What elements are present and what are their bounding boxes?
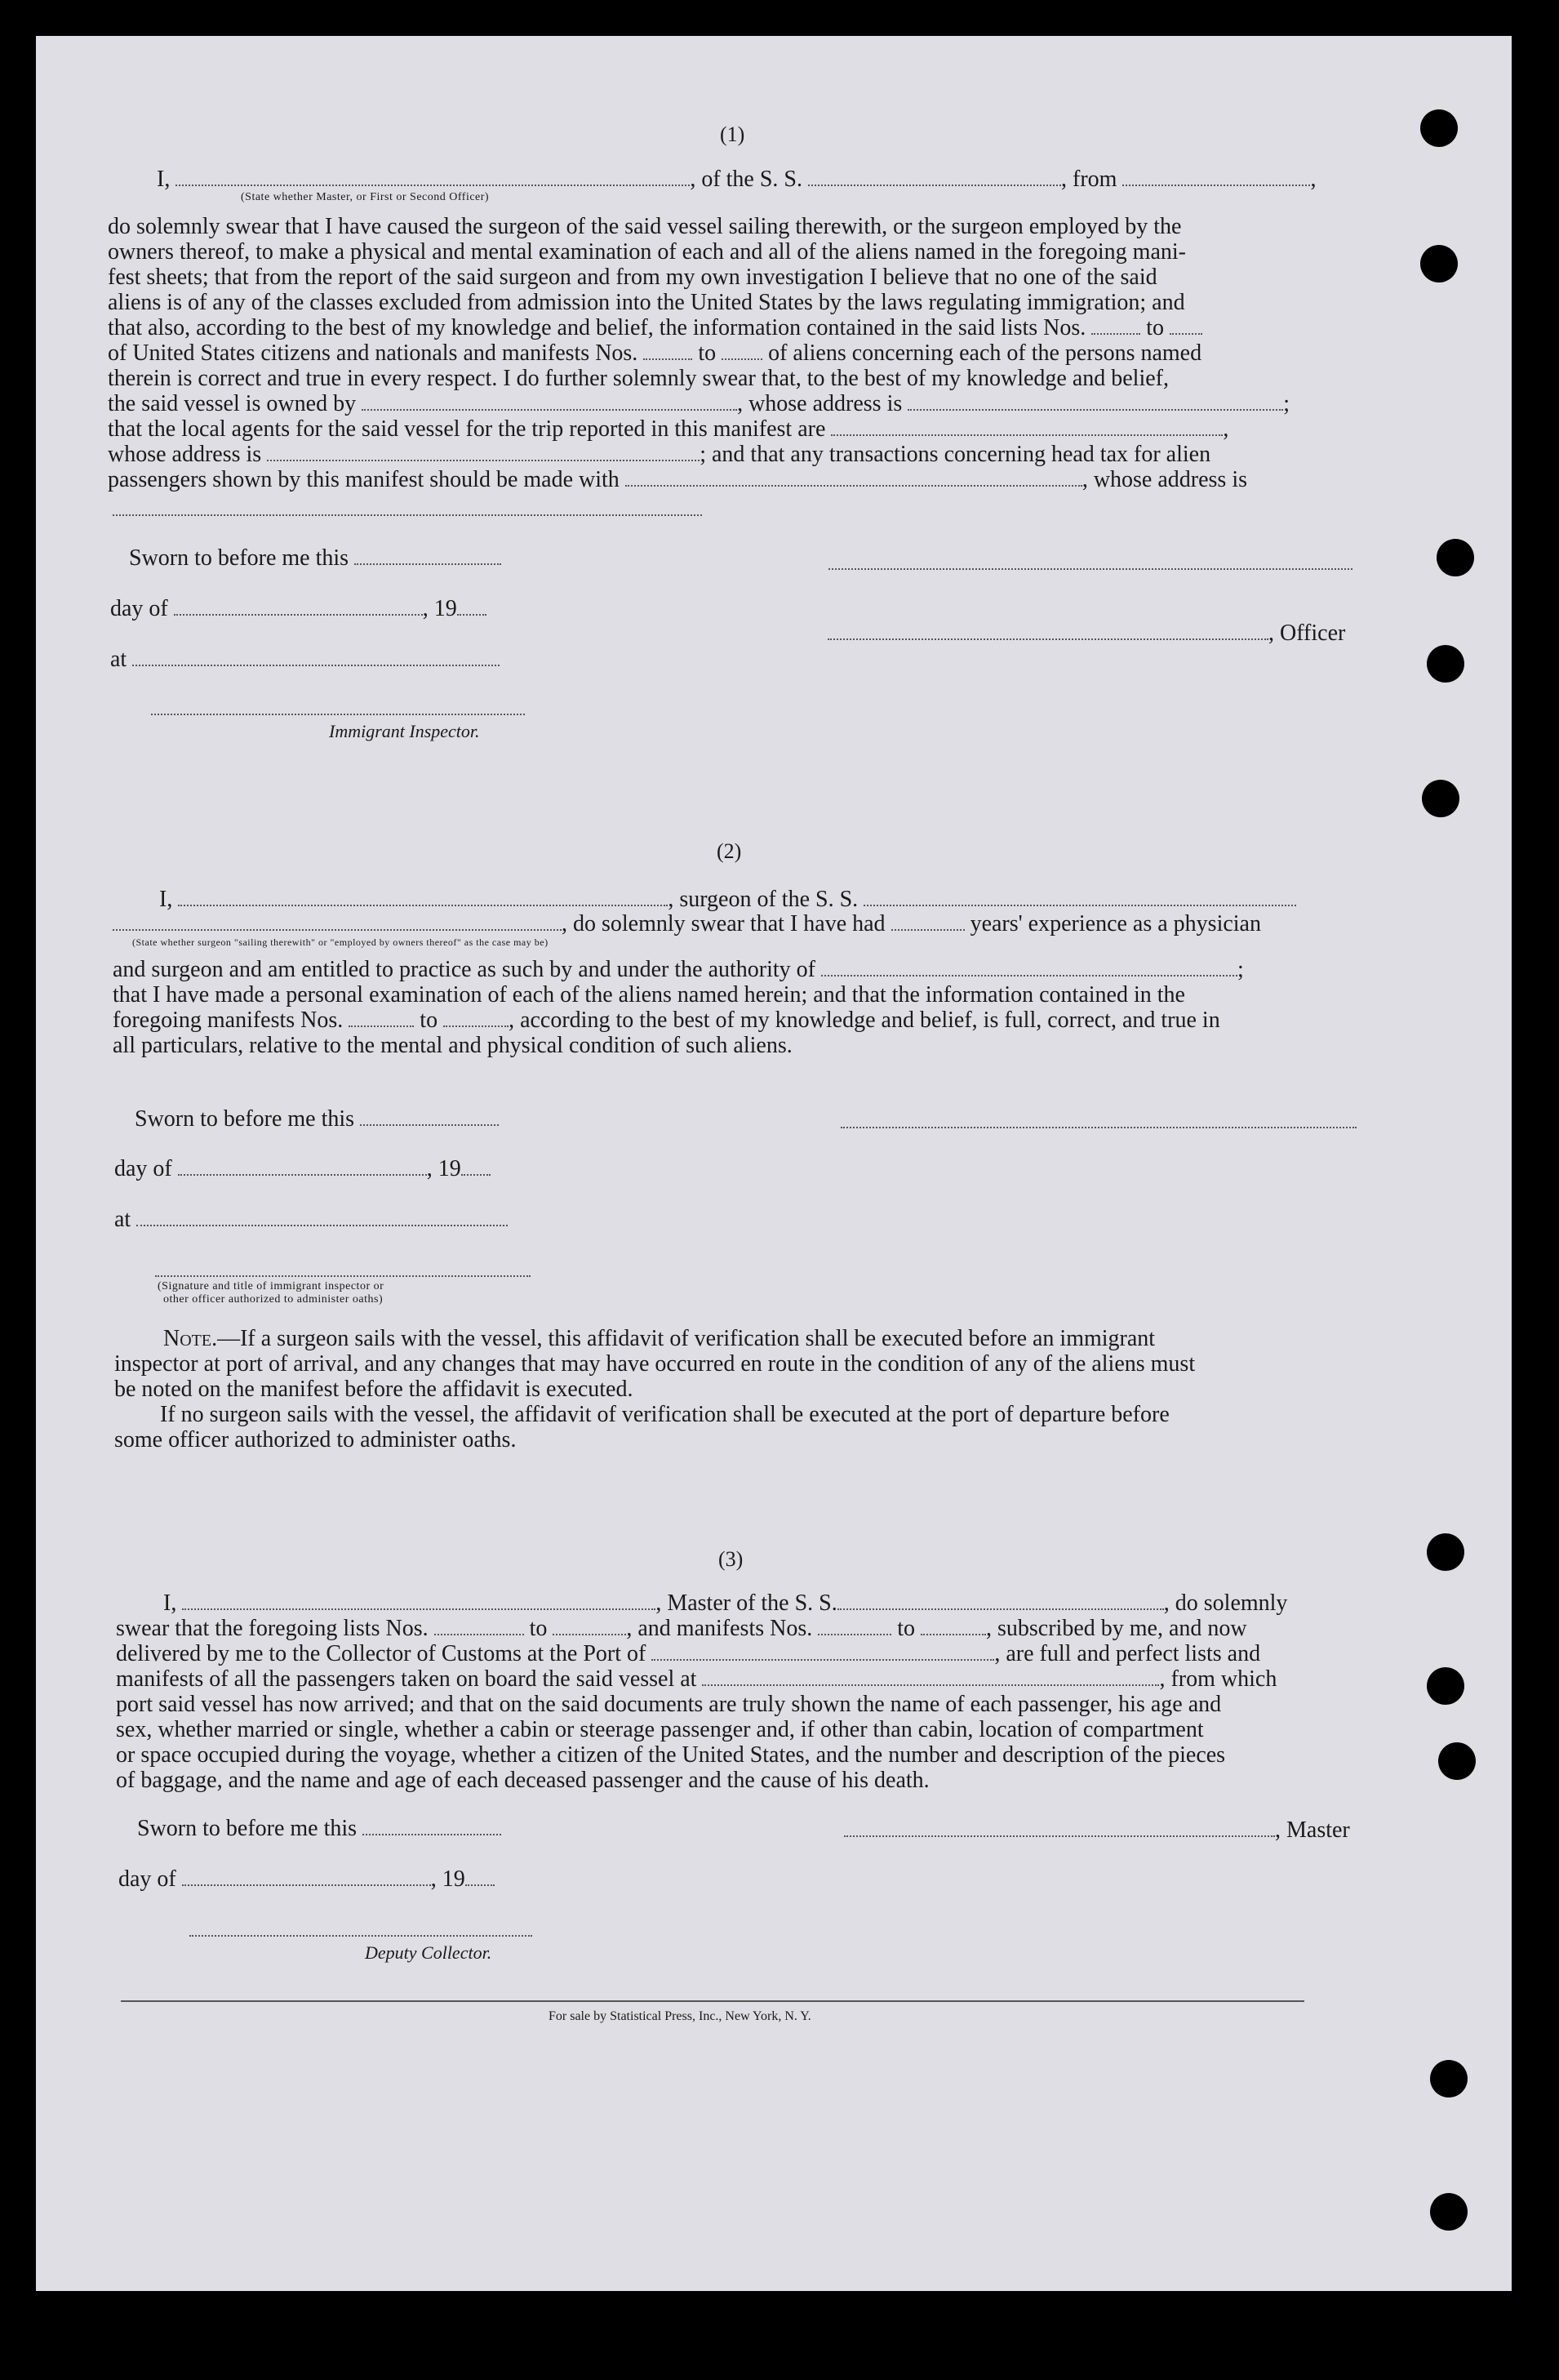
punch-hole (1427, 1533, 1464, 1571)
lists-to-field[interactable] (1170, 315, 1202, 335)
s3-year-field[interactable] (465, 1866, 495, 1886)
s2-surgeon-signature-field[interactable] (841, 1127, 1357, 1128)
note-line: some officer authorized to administer oaths. (114, 1427, 517, 1452)
s1-officer-line: , Officer (828, 621, 1345, 647)
master-name-field[interactable] (182, 1590, 655, 1610)
surgeon-name-field[interactable] (178, 887, 668, 906)
master-signature-field[interactable] (844, 1817, 1275, 1837)
s1-para-line: therein is correct and true in every respect. I do further solemnly swear that, to the best of my knowledge and belief, (108, 366, 1169, 391)
s1-line-1: I, , of the S. S. , from , (157, 167, 1317, 192)
s3-line-1: I, , Master of the S. S. , do solemnly (163, 1590, 1288, 1616)
note-line: inspector at port of arrival, and any changes that may have occurred en route in the condition of any of the aliens must (114, 1351, 1196, 1377)
punch-hole (1430, 2193, 1468, 2231)
s2-manifests-from-field[interactable] (349, 1008, 414, 1027)
s1-officer-title-field[interactable] (828, 621, 1268, 640)
s3-para-line: port said vessel has now arrived; and that on the said documents are truly shown the name of each passenger, his age and (116, 1692, 1222, 1717)
surgeon-status-field[interactable] (113, 911, 562, 931)
deputy-collector-label: Deputy Collector. (365, 1942, 492, 1963)
s3-sworn-date-field[interactable] (362, 1816, 501, 1835)
officer-note: (State whether Master, or First or Second Officer) (241, 191, 490, 203)
punch-hole (1438, 1742, 1476, 1780)
head-tax-party-field[interactable] (625, 467, 1082, 487)
port-of-arrival-field[interactable] (651, 1641, 994, 1661)
s1-day-of: day of , 19 (110, 596, 486, 622)
s3-para-line: sex, whether married or single, whether a cabin or steerage passenger and, if other than cabin, location of compartment (116, 1717, 1204, 1742)
s2-para-line: all particulars, relative to the mental and physical condition of such aliens. (113, 1033, 793, 1058)
footer-rule (121, 2000, 1304, 2002)
s1-para-line: whose address is ; and that any transactions concerning head tax for alien (108, 442, 1211, 467)
punch-hole (1422, 780, 1459, 817)
s3-para-line: delivered by me to the Collector of Customs at the Port of , are full and perfect lists and (116, 1641, 1261, 1666)
port-from-field[interactable] (1122, 167, 1310, 186)
note-line: Note.—If a surgeon sails with the vessel, this affidavit of verification shall be executed before an immigrant (163, 1326, 1156, 1351)
s1-officer-signature-field[interactable] (828, 568, 1352, 570)
s2-manifests-to-field[interactable] (443, 1008, 509, 1027)
s3-para-line: of baggage, and the name and age of each deceased passenger and the cause of his death. (116, 1768, 930, 1793)
s1-month-field[interactable] (174, 596, 423, 616)
punch-hole (1420, 109, 1458, 147)
officer-rank-field[interactable] (175, 167, 690, 186)
punch-hole (1437, 539, 1474, 576)
s3-month-field[interactable] (182, 1866, 431, 1886)
s2-sworn: Sworn to before me this (135, 1106, 499, 1132)
s1-para-line: the said vessel is owned by , whose address is ; (108, 391, 1290, 416)
s3-para-line: swear that the foregoing lists Nos. to , and manifests Nos. to , subscribed by me, and now (116, 1616, 1247, 1641)
s1-para-line: aliens is of any of the classes excluded from admission into the United States by the laws regulating immigration; and (108, 290, 1185, 315)
s2-at: at (114, 1207, 508, 1233)
port-of-embarkation-field[interactable] (702, 1666, 1159, 1686)
s1-inspector-signature-field[interactable] (151, 714, 525, 715)
s3-master-line: , Master (844, 1817, 1350, 1844)
signature-caption: other officer authorized to administer oaths) (163, 1293, 384, 1306)
s1-sworn: Sworn to before me this (129, 545, 501, 572)
s1-at: at (110, 647, 500, 673)
s2-month-field[interactable] (178, 1156, 427, 1176)
punch-hole (1427, 645, 1464, 683)
s3-manifests-to-field[interactable] (921, 1616, 986, 1635)
s1-para-line: of United States citizens and nationals and manifests Nos. to of aliens concerning each of the persons named (108, 340, 1202, 366)
signature-caption: (Signature and title of immigrant inspector or (158, 1280, 384, 1292)
authority-field[interactable] (821, 957, 1237, 976)
s2-para-line: and surgeon and am entitled to practice as such by and under the authority of ; (113, 957, 1244, 982)
s1-year-field[interactable] (457, 596, 486, 616)
s1-para-line: fest sheets; that from the report of the said surgeon and from my own investigation I believe that no one of the said (108, 265, 1157, 290)
collector-signature-field[interactable] (189, 1935, 532, 1937)
s3-lists-to-field[interactable] (553, 1616, 626, 1635)
s2-sworn-date-field[interactable] (360, 1106, 499, 1126)
owner-address-field[interactable] (908, 391, 1283, 411)
s3-manifests-from-field[interactable] (818, 1616, 891, 1635)
surgeon-status-note: (State whether surgeon "sailing therewith" or "employed by owners thereof" as the case may be) (132, 936, 549, 948)
s2-para-line: that I have made a personal examination of each of the aliens named herein; and that the information contained in the (113, 982, 1185, 1008)
years-experience-field[interactable] (891, 911, 965, 931)
s1-para-line: passengers shown by this manifest should be made with , whose address is (108, 467, 1248, 492)
s3-day-of: day of , 19 (118, 1866, 495, 1893)
punch-hole (1430, 2060, 1468, 2098)
lists-from-field[interactable] (1091, 315, 1140, 335)
section-1-number: (1) (720, 122, 745, 146)
s3-para-line: manifests of all the passengers taken on board the said vessel at , from which (116, 1666, 1277, 1692)
footer-imprint: For sale by Statistical Press, Inc., New York, N. Y. (549, 2009, 811, 2023)
local-agents-field[interactable] (831, 416, 1223, 436)
s2-line-2: , do solemnly swear that I have had years' experience as a physician (113, 911, 1261, 937)
punch-hole (1427, 1667, 1464, 1705)
s3-para-line: or space occupied during the voyage, whether a citizen of the United States, and the number and description of the pieces (116, 1742, 1226, 1768)
section-3-number: (3) (718, 1547, 744, 1571)
punch-hole (1420, 245, 1458, 282)
s2-inspector-signature-field[interactable] (155, 1275, 531, 1277)
s3-lists-from-field[interactable] (434, 1616, 524, 1635)
s1-sworn-date-field[interactable] (354, 545, 501, 565)
manifests-to-field[interactable] (722, 340, 762, 360)
head-tax-address-field[interactable] (113, 514, 702, 516)
s2-year-field[interactable] (461, 1156, 491, 1176)
s2-place-field[interactable] (136, 1207, 508, 1226)
ship-name-field[interactable] (808, 167, 1061, 186)
note-line: If no surgeon sails with the vessel, the affidavit of verification shall be executed at the port of departure before (160, 1402, 1170, 1427)
note-line: be noted on the manifest before the affidavit is executed. (114, 1377, 633, 1402)
agents-address-field[interactable] (267, 442, 700, 461)
s2-para-line: foregoing manifests Nos. to , according to the best of my knowledge and belief, is full, correct, and true in (113, 1008, 1220, 1033)
s2-line-1: I, , surgeon of the S. S. (159, 887, 1296, 913)
section-2-number: (2) (717, 839, 742, 863)
s1-para-line: do solemnly swear that I have caused the surgeon of the said vessel sailing therewith, or the surgeon employed by the (108, 214, 1182, 239)
s2-ship-name-field[interactable] (864, 887, 1296, 906)
manifests-from-field[interactable] (643, 340, 692, 360)
owner-field[interactable] (362, 391, 737, 411)
s1-para-line: owners thereof, to make a physical and mental examination of each and all of the aliens named in the foregoing mani- (108, 239, 1186, 265)
note-label: Note. (163, 1326, 218, 1351)
s2-day-of: day of , 19 (114, 1156, 491, 1182)
s1-para-line: that also, according to the best of my knowledge and belief, the information contained in the said lists Nos. to (108, 315, 1202, 341)
s3-ship-name-field[interactable] (837, 1590, 1164, 1610)
immigrant-inspector-label: Immigrant Inspector. (329, 721, 480, 741)
s1-para-line: that the local agents for the said vessel for the trip reported in this manifest are , (108, 416, 1229, 442)
s3-sworn: Sworn to before me this (137, 1816, 501, 1842)
s1-place-field[interactable] (132, 647, 500, 666)
